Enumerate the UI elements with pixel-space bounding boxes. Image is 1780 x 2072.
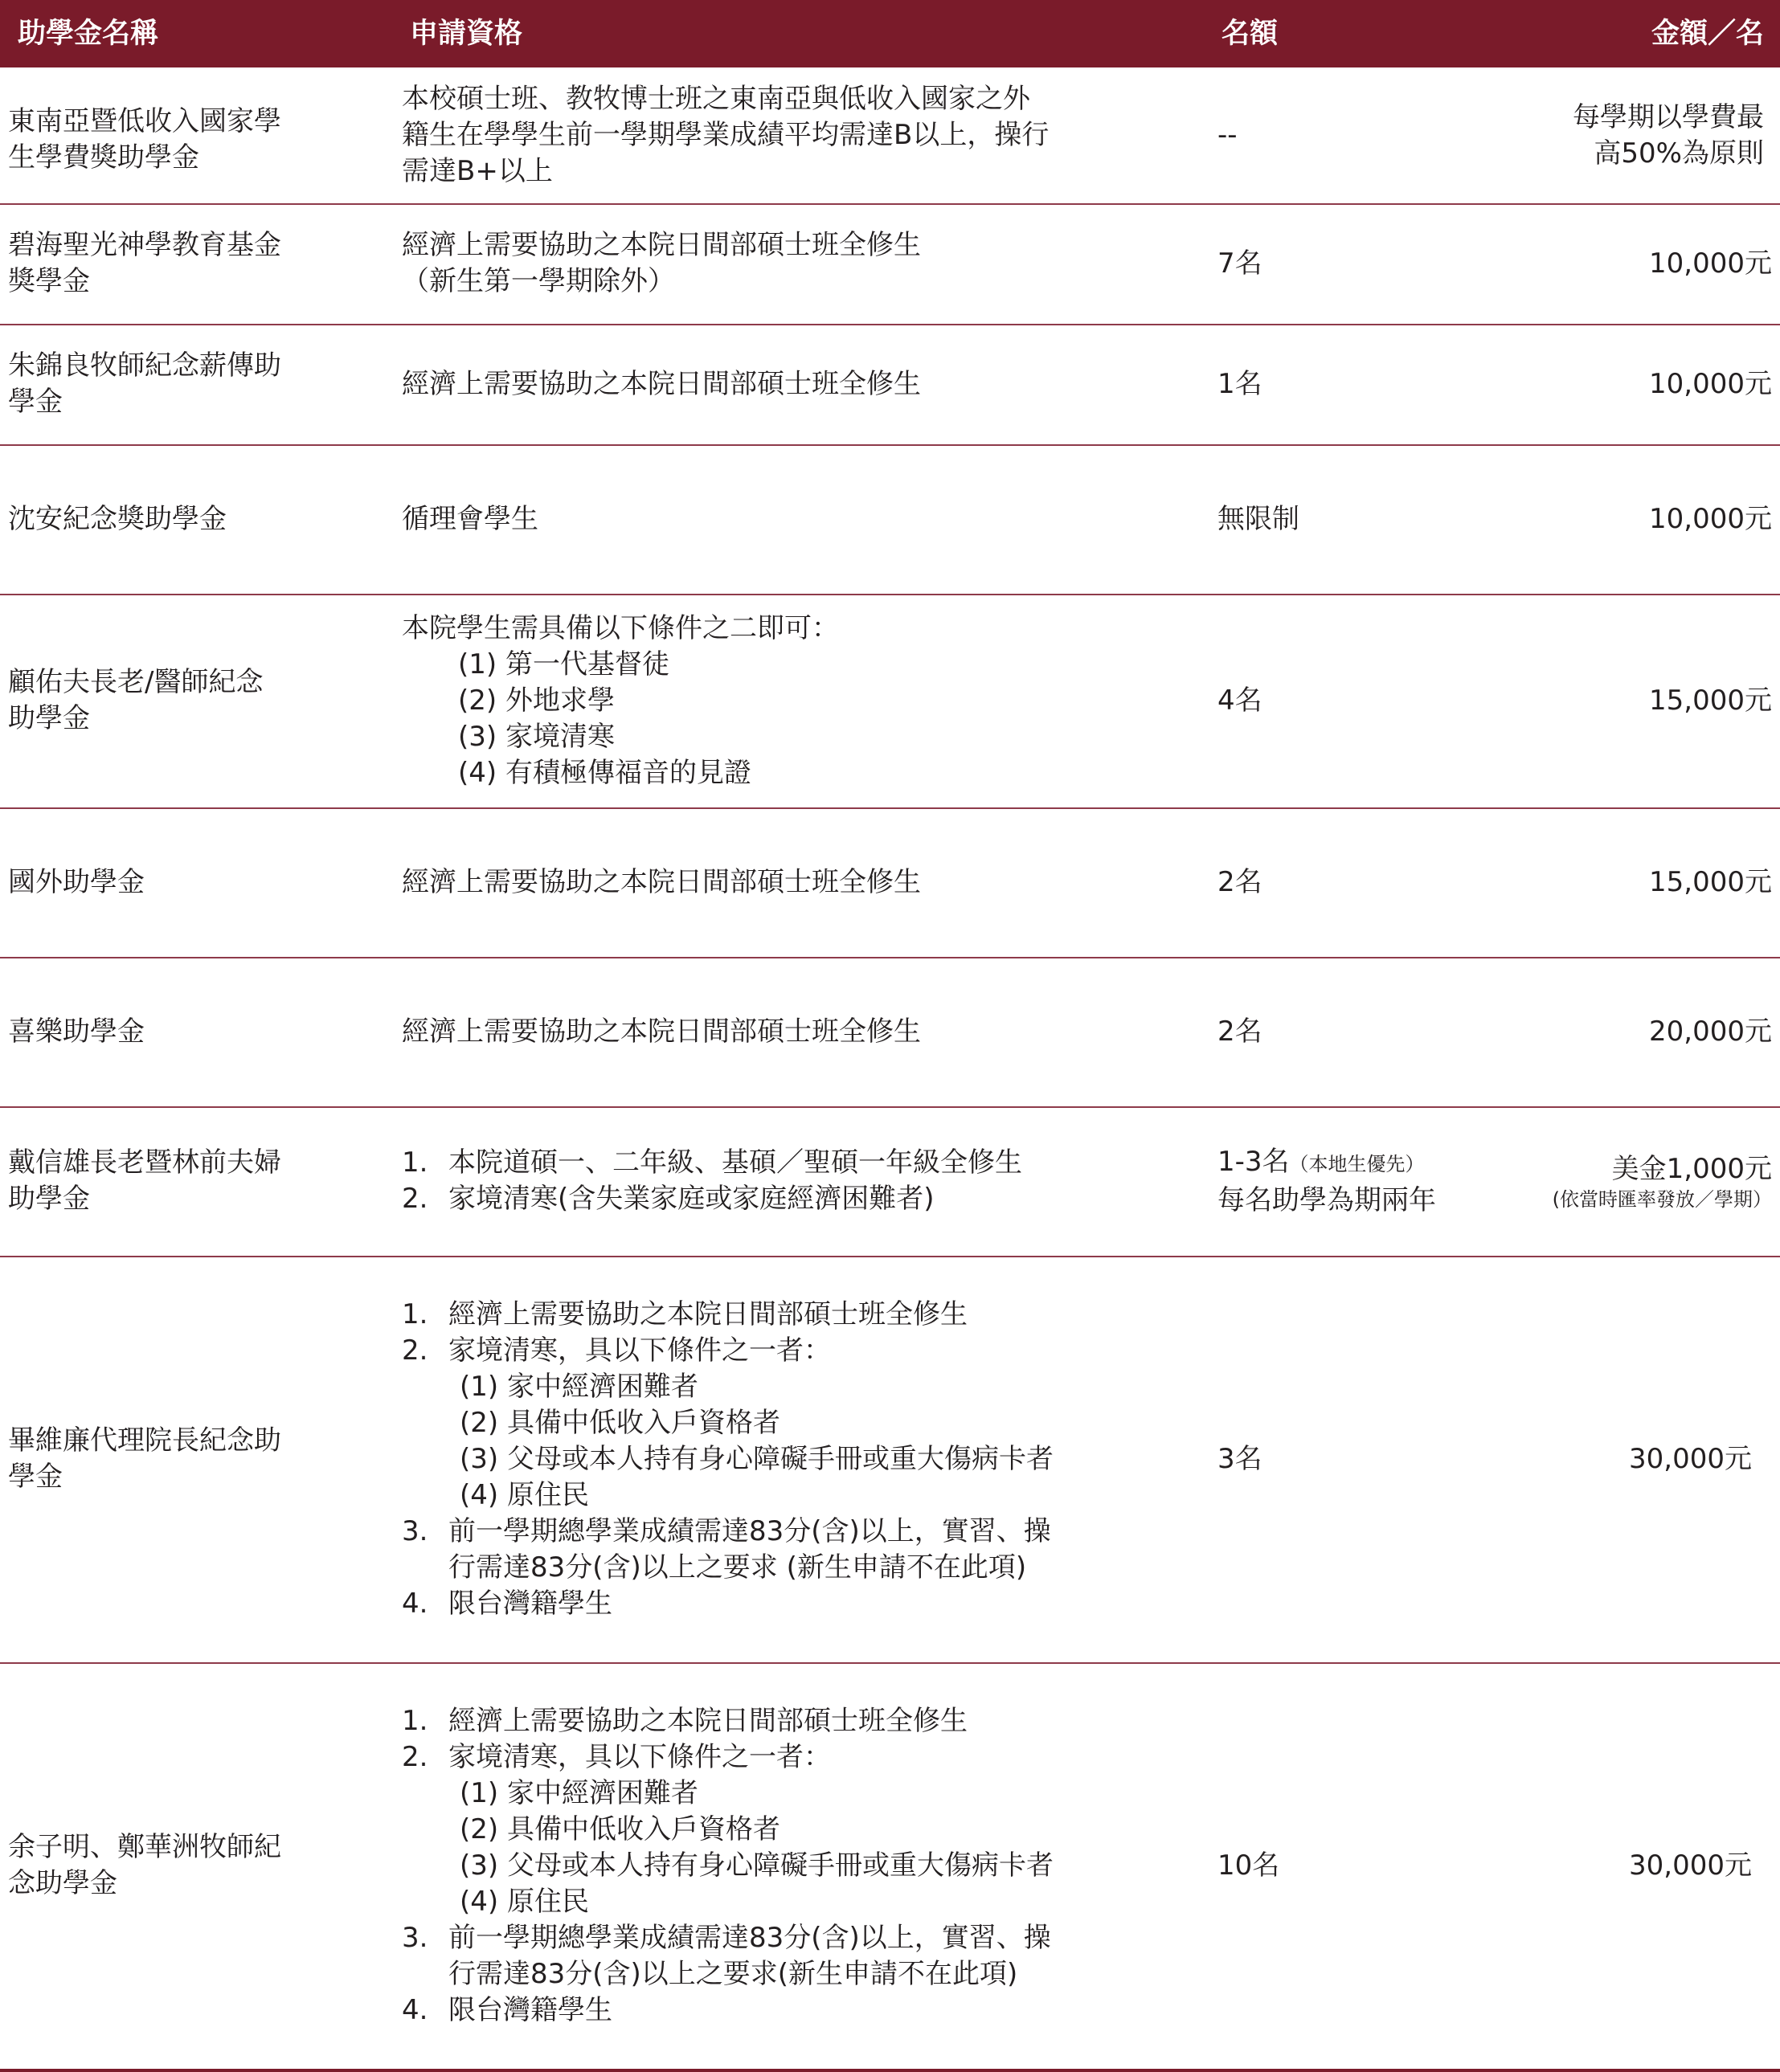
scholarship-name: 國外助學金 xyxy=(8,865,145,898)
table-row xyxy=(0,1106,1780,1257)
requirements-cell: 循理會學生 xyxy=(402,502,538,535)
scholarship-name: 戴信雄長老暨林前夫婦 助學金 xyxy=(8,1146,281,1215)
table-row xyxy=(0,1256,1780,1664)
scholarship-name: 朱錦良牧師紀念薪傳助 學金 xyxy=(8,349,281,418)
header-amount: 金額／名 xyxy=(1651,18,1764,50)
amount-cell: 15,000元 xyxy=(1649,684,1772,717)
amount-cell: 15,000元 xyxy=(1649,865,1772,898)
header-quota: 名額 xyxy=(1221,18,1279,50)
table-header xyxy=(0,0,1780,67)
quota-note: （本地生優先） xyxy=(1289,1152,1425,1175)
table-row xyxy=(0,67,1780,205)
table-row xyxy=(0,807,1780,958)
quota-cell: 2名 xyxy=(1217,1015,1262,1048)
requirements-cell: 經濟上需要協助之本院日間部碩士班全修生 xyxy=(402,367,921,400)
scholarship-name: 喜樂助學金 xyxy=(8,1015,145,1048)
requirements-cell: 經濟上需要協助之本院日間部碩士班全修生 xyxy=(402,865,921,898)
scholarship-name: 東南亞暨低收入國家學 生學費獎助學金 xyxy=(8,104,281,174)
requirements-cell: 1. 經濟上需要協助之本院日間部碩士班全修生 2. 家境清寒，具以下條件之一者： (1) 家中經濟困難者 (2) 具備中低收入戶資格者 (3) 父母或本人持有身心障礙手冊或重大傷病卡者 (4) 原住民 3. 前一學期總學業成績需達83分(含)以上，實習、操 行需達83分(含)以上之要求 (新生申請不在此項) 4. 限台灣籍學生 xyxy=(402,1298,1054,1620)
requirements-cell: 本校碩士班、教牧博士班之東南亞與低收入國家之外 籍生在學學生前一學期學業成績平均需達B以上，操行 需達B+以上 xyxy=(402,83,1050,187)
requirements-cell: 經濟上需要協助之本院日間部碩士班全修生 xyxy=(402,1015,921,1048)
table-row xyxy=(0,203,1780,325)
scholarship-name: 畢維廉代理院長紀念助 學金 xyxy=(8,1424,281,1493)
quota-cell: 4名 xyxy=(1217,684,1262,717)
amount-cell: 20,000元 xyxy=(1649,1015,1772,1048)
scholarship-name: 余子明、鄭華洲牧師紀 念助學金 xyxy=(8,1831,281,1899)
scholarship-name: 碧海聖光神學教育基金 獎學金 xyxy=(8,229,281,297)
quota-cell: 7名 xyxy=(1217,247,1262,280)
table-row xyxy=(0,444,1780,595)
quota-cell: 無限制 xyxy=(1217,502,1299,535)
table-row xyxy=(0,324,1780,446)
header-requirements: 申請資格 xyxy=(410,18,523,50)
requirements-cell: 經濟上需要協助之本院日間部碩士班全修生 （新生第一學期除外） xyxy=(402,229,921,297)
amount-cell: 10,000元 xyxy=(1649,502,1772,535)
scholarship-name: 顧佑夫長老/醫師紀念 助學金 xyxy=(8,666,264,734)
table-row xyxy=(0,957,1780,1108)
amount-cell: 10,000元 xyxy=(1649,247,1772,280)
amount-cell: 30,000元 xyxy=(1629,1849,1752,1882)
quota-cell: -- xyxy=(1217,119,1238,151)
quota-cell: 1名 xyxy=(1217,367,1262,400)
amount-cell: 10,000元 xyxy=(1649,367,1772,400)
header-name: 助學金名稱 xyxy=(18,18,159,50)
requirements-cell: 本院學生需具備以下條件之二即可： (1) 第一代基督徒 (2) 外地求學 (3) 家境清寒 (4) 有積極傳福音的見證 xyxy=(402,611,839,789)
table-row xyxy=(0,594,1780,809)
scholarship-name: 沈安紀念獎助學金 xyxy=(8,502,227,535)
requirements-cell: 1. 經濟上需要協助之本院日間部碩士班全修生 2. 家境清寒，具以下條件之一者： (1) 家中經濟困難者 (2) 具備中低收入戶資格者 (3) 父母或本人持有身心障礙手冊或重大傷病卡者 (4) 原住民 3. 前一學期總學業成績需達83分(含)以上，實習、操 行需達83分(含)以上之要求(新生申請不在此項) 4. 限台灣籍學生 xyxy=(402,1704,1054,2026)
requirements-cell: 1. 本院道碩一、二年級、基碩／聖碩一年級全修生 2. 家境清寒(含失業家庭或家庭經濟困難者) xyxy=(402,1146,1022,1215)
amount-cell: 美金1,000元 (依當時匯率發放／學期） xyxy=(1552,1152,1772,1211)
quota-cell: 2名 xyxy=(1217,865,1262,898)
quota-cell: 1-3名（本地生優先） 每名助學為期兩年 xyxy=(1217,1145,1436,1216)
table-row xyxy=(0,1662,1780,2072)
amount-cell: 每學期以學費最 高50%為原則 xyxy=(1573,100,1764,170)
amount-note: (依當時匯率發放／學期） xyxy=(1552,1187,1772,1211)
quota-cell: 10名 xyxy=(1217,1849,1280,1882)
amount-cell: 30,000元 xyxy=(1629,1442,1752,1475)
quota-cell: 3名 xyxy=(1217,1442,1262,1475)
